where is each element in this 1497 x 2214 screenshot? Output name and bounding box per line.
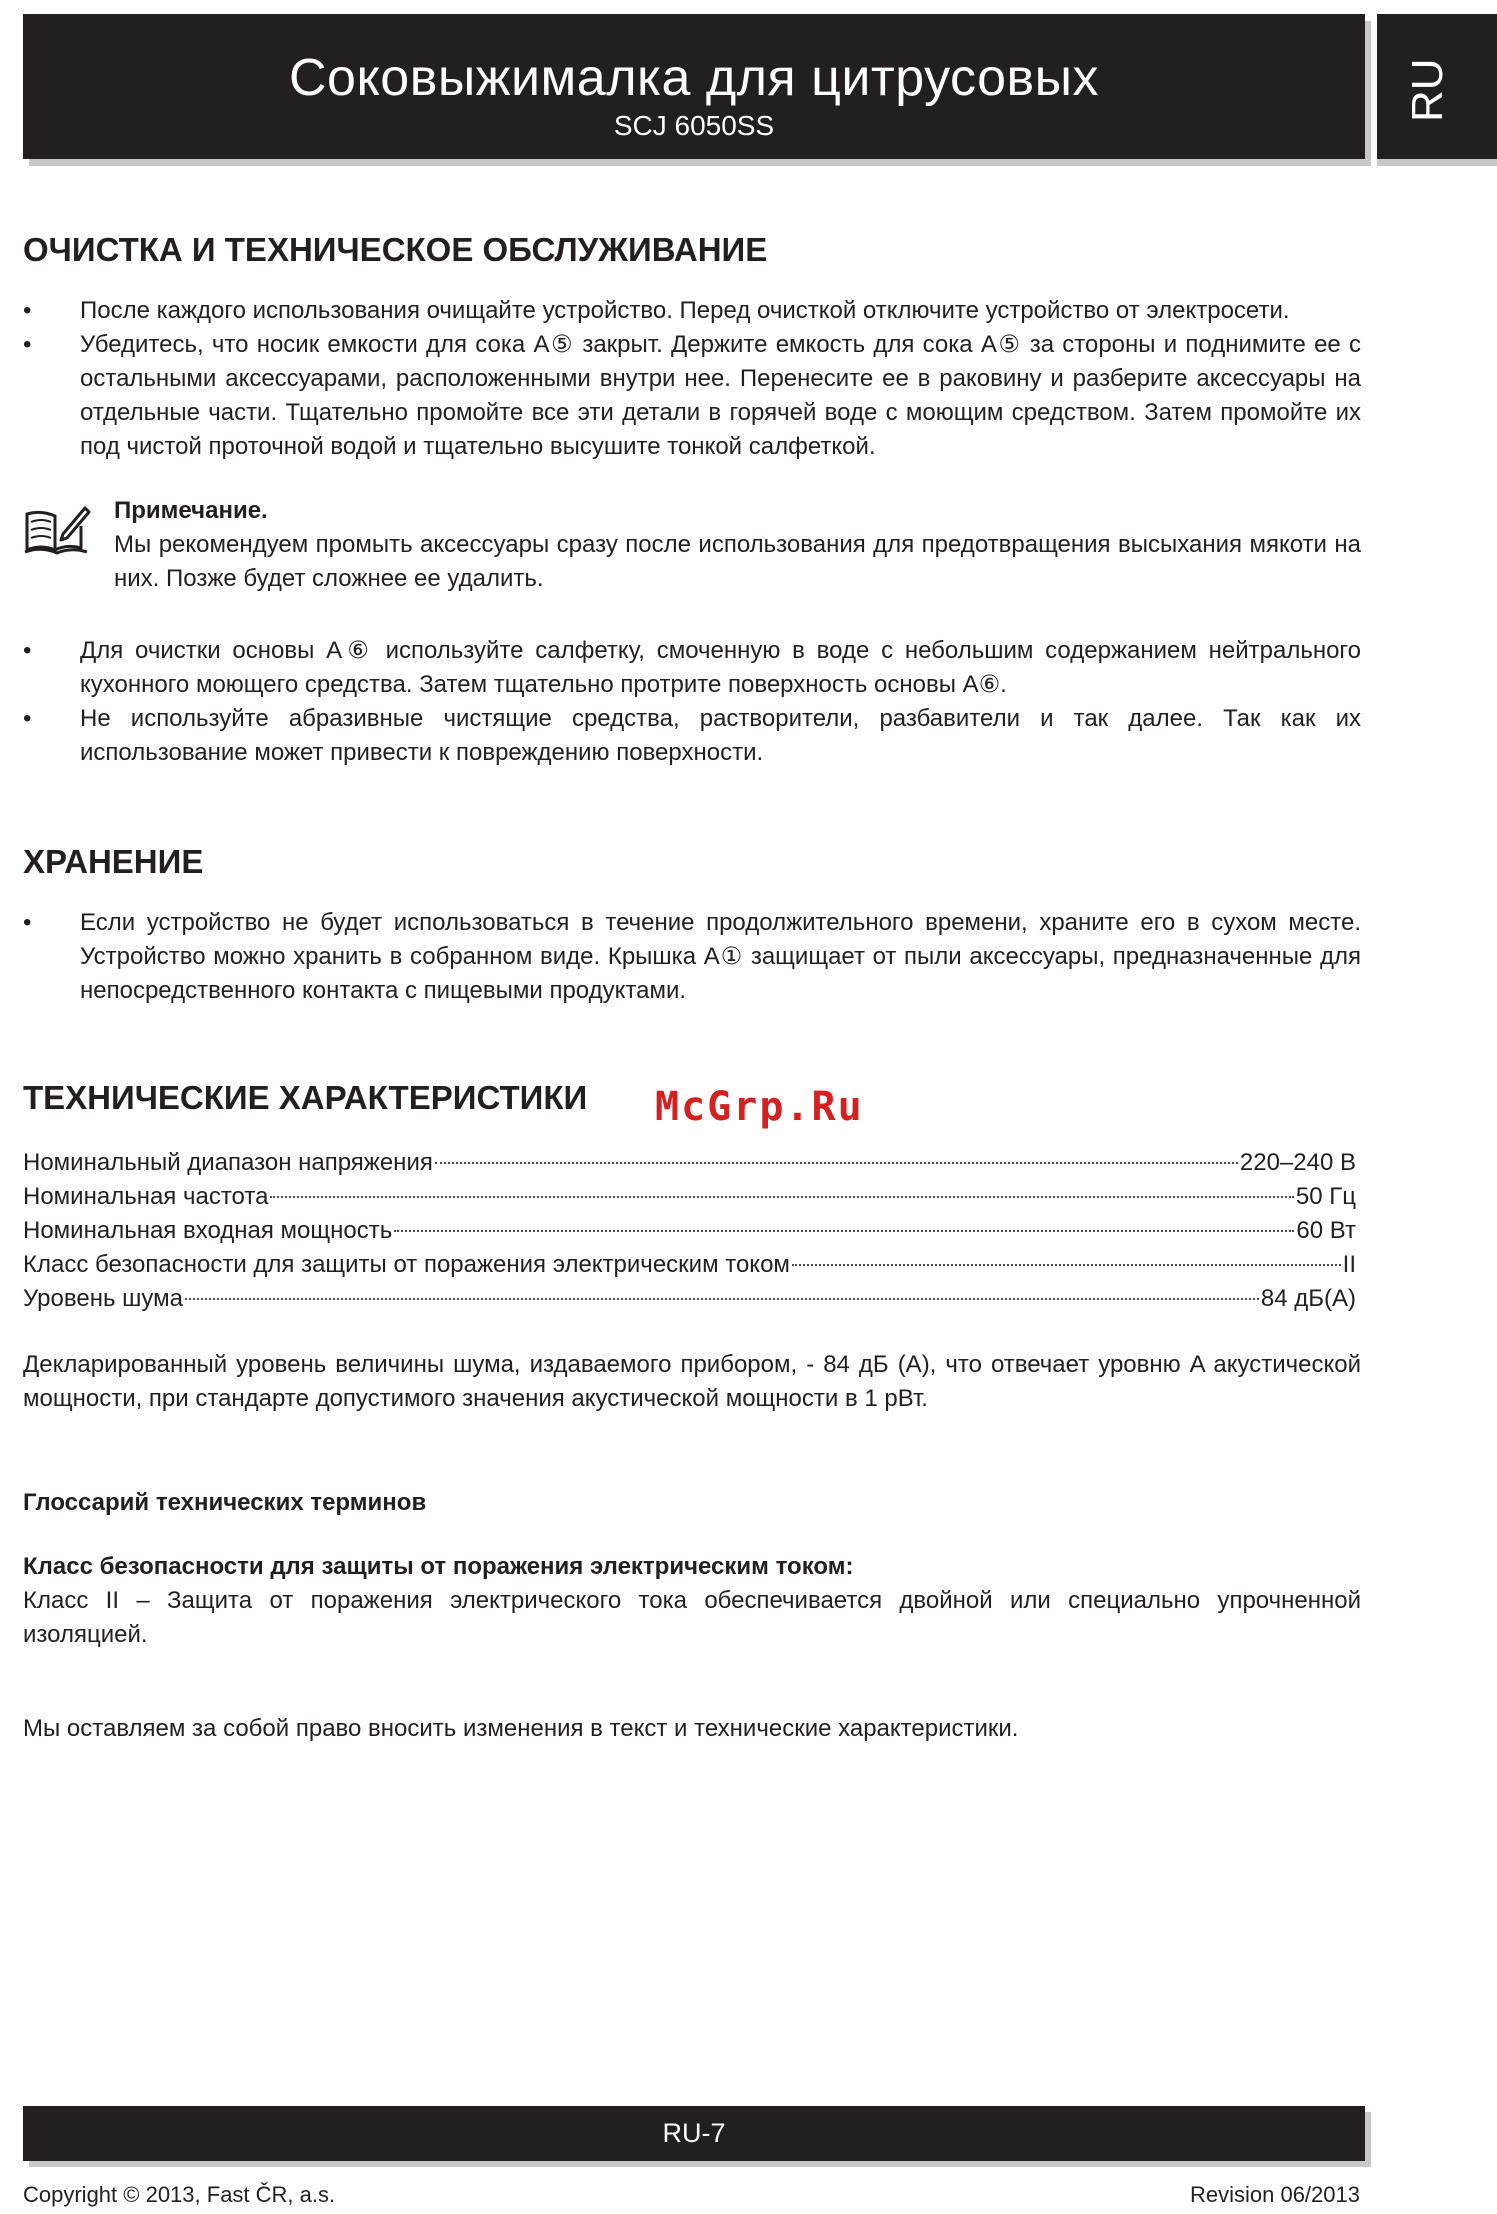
spec-label: Номинальный диапазон напряжения — [23, 1149, 433, 1176]
spec-row — [23, 1214, 1356, 1248]
specs-heading: ТЕХНИЧЕСКИЕ ХАРАКТЕРИСТИКИ — [23, 1079, 588, 1116]
specs-table — [23, 1146, 1356, 1316]
glossary-definition: Класс II – Защита от поражения электрического тока обеспечивается двойной или специально упрочненной изоляцией. — [23, 1587, 1361, 1648]
storage-heading: ХРАНЕНИЕ — [23, 843, 204, 880]
spec-row — [23, 1282, 1356, 1316]
watermark: McGrp.Ru — [655, 1084, 864, 1130]
spec-value: 84 дБ(A) — [1260, 1285, 1356, 1312]
spec-value: 50 Гц — [1295, 1183, 1356, 1210]
spec-row — [23, 1248, 1356, 1282]
leader-dots — [394, 1230, 1294, 1232]
spec-value: 60 Вт — [1296, 1217, 1356, 1244]
spec-label: Номинальная частота — [23, 1183, 269, 1210]
open-book-pencil-icon — [23, 504, 91, 556]
disclaimer: Мы оставляем за собой право вносить изменения в текст и технические характеристики. — [23, 1715, 1019, 1742]
storage-list — [23, 906, 1361, 1008]
note-title: Примечание. — [114, 497, 268, 524]
cleaning-list — [23, 294, 1361, 464]
model-number: SCJ 6050SS — [613, 110, 775, 141]
spec-label: Номинальная входная мощность — [23, 1217, 393, 1244]
note-text: Мы рекомендуем промыть аксессуары сразу после использования для предотвращения высыхания мякоти на них. Позже будет сложнее ее удалить. — [114, 531, 1361, 592]
footer-bar — [23, 2106, 1365, 2161]
glossary-term: Класс безопасности для защиты от поражения электрическим током: — [23, 1553, 854, 1580]
page-content — [23, 230, 1361, 1746]
leader-dots — [185, 1298, 1259, 1300]
leader-dots — [435, 1162, 1238, 1164]
note-block — [23, 494, 1361, 596]
revision: Revision 06/2013 — [1189, 2182, 1360, 2207]
language-code: RU — [1403, 58, 1452, 122]
spec-label: Уровень шума — [23, 1285, 183, 1312]
cleaning-heading: ОЧИСТКА И ТЕХНИЧЕСКОЕ ОБСЛУЖИВАНИЕ — [23, 231, 768, 268]
glossary-heading: Глоссарий технических терминов — [23, 1489, 427, 1516]
document-title: Соковыжималка для цитрусовых — [288, 49, 1100, 107]
cleaning-list-2 — [23, 634, 1361, 770]
language-tab — [1377, 14, 1497, 159]
spec-value: II — [1342, 1251, 1356, 1278]
list-item: • Не используйте абразивные чистящие средства, растворители, разбавители и так далее. Так как их использование может привести к повреждению поверхности. — [23, 702, 1361, 770]
leader-dots — [792, 1264, 1341, 1266]
page-header — [23, 14, 1365, 159]
copyright: Copyright © 2013, Fast ČR, a.s. — [23, 2182, 336, 2207]
spec-row — [23, 1180, 1356, 1214]
list-item: • Если устройство не будет использоваться в течение продолжительного времени, храните его в сухом месте. Устройство можно хранить в собранном виде. Крышка A① защищает от пыли аксессуары, предназначенные для непосредственного контакта с пищевыми продуктами. — [23, 906, 1361, 1008]
list-item: • После каждого использования очищайте устройство. Перед очисткой отключите устройство от электросети. — [23, 294, 1361, 328]
spec-value: 220–240 В — [1239, 1149, 1356, 1176]
list-item: • Убедитесь, что носик емкости для сока A⑤ закрыт. Держите емкость для сока A⑤ за стороны и поднимите ее с остальными аксессуарами, расположенными внутри нее. Перенесите ее в раковину и разберите аксессуары на отдельные части. Тщательно промойте все эти детали в горячей воде с моющим средством. Затем промойте их под чистой проточной водой и тщательно высушите тонкой салфеткой. — [23, 328, 1361, 464]
leader-dots — [270, 1196, 1293, 1198]
list-item: • Для очистки основы A⑥ используйте салфетку, смоченную в воде с небольшим содержанием нейтрального кухонного моющего средства. Затем тщательно протрите поверхность основы A⑥. — [23, 634, 1361, 702]
noise-paragraph: Декларированный уровень величины шума, издаваемого прибором, - 84 дБ (A), что отвечает уровню A акустической мощности, при стандарте допустимого значения акустической мощности в 1 pВт. — [23, 1351, 1361, 1412]
page-number: RU-7 — [662, 2118, 726, 2148]
spec-row — [23, 1146, 1356, 1180]
spec-label: Класс безопасности для защиты от поражения электрическим током — [23, 1251, 790, 1278]
